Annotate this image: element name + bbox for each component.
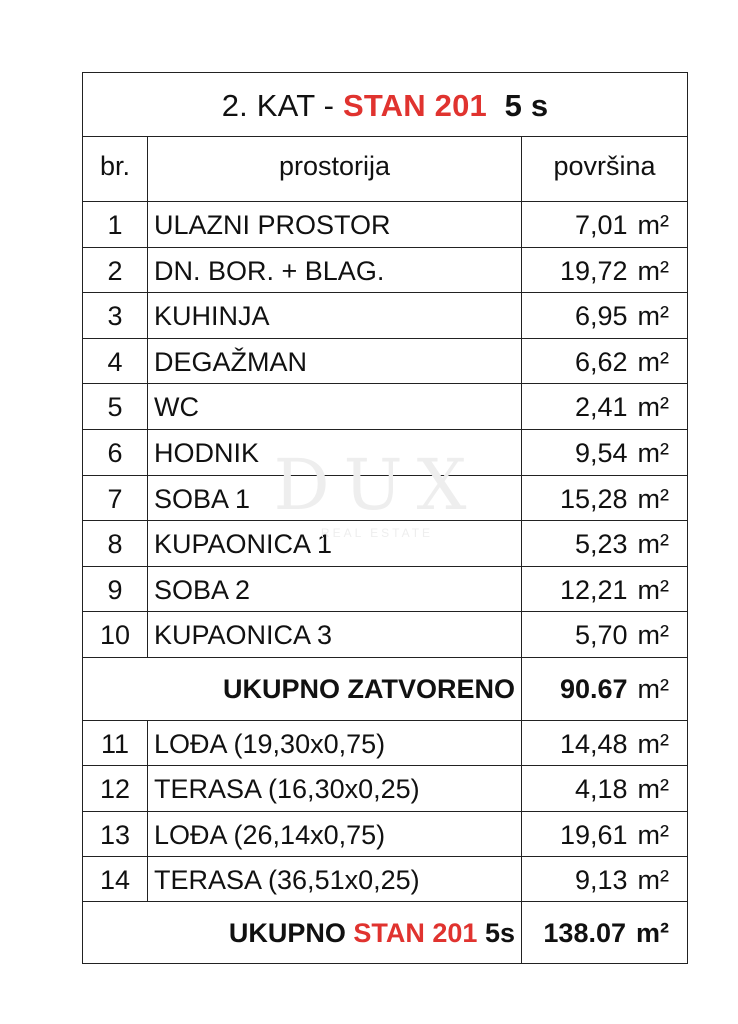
row-area-cell <box>521 567 687 612</box>
area-table <box>82 72 688 964</box>
row-room-name: KUHINJA <box>147 293 521 338</box>
row-area-cell <box>521 766 687 810</box>
row-number: 6 <box>107 438 123 468</box>
watermark-main: DUX <box>273 444 481 526</box>
row-room-name: TERASA (16,30x0,25) <box>147 766 521 810</box>
row-area-unit: m² <box>637 210 669 240</box>
table-row <box>83 248 687 294</box>
total-label <box>83 902 521 963</box>
row-area-cell <box>521 248 687 293</box>
row-area-value: 5,70 <box>574 620 628 651</box>
subtotal-blank <box>83 658 147 720</box>
row-room-name: SOBA 1 <box>147 476 521 521</box>
row-area-value: 19,61 <box>559 819 628 850</box>
row-room-name: DN. BOR. + BLAG. <box>147 248 521 293</box>
row-area-unit: m² <box>637 819 669 850</box>
total-row <box>83 902 687 963</box>
row-number: 10 <box>99 620 131 651</box>
row-number: 4 <box>107 346 123 377</box>
watermark-sub: REAL ESTATE <box>320 526 434 540</box>
row-area-unit: m² <box>637 392 669 423</box>
row-area-value: 2,41 <box>574 392 628 423</box>
row-area-cell <box>521 721 687 765</box>
subtotal-value: 90.67 <box>559 674 628 704</box>
table-row <box>83 430 687 476</box>
row-number: 5 <box>107 392 123 423</box>
row-area-value: 12,21 <box>559 574 628 605</box>
table-title <box>83 73 687 137</box>
row-number: 2 <box>107 255 123 286</box>
row-area-value: 9,13 <box>574 864 628 895</box>
subtotal-cell <box>521 658 687 720</box>
header-room: prostorija <box>147 136 521 201</box>
row-area-value: 7,01 <box>574 210 628 240</box>
row-area-value: 6,62 <box>574 346 628 377</box>
subtotal-row <box>83 658 687 721</box>
row-area-unit: m² <box>637 255 669 286</box>
table-row <box>83 476 687 522</box>
row-number: 11 <box>100 729 130 759</box>
total-cell <box>521 902 687 963</box>
row-area-value: 5,23 <box>574 529 628 560</box>
row-number: 1 <box>107 210 123 240</box>
row-area-value: 15,28 <box>559 483 628 514</box>
row-area-unit: m² <box>637 301 669 332</box>
row-area-value: 14,48 <box>559 729 628 759</box>
row-area-cell <box>521 384 687 429</box>
header-number: br. <box>99 151 131 181</box>
table-row <box>83 766 687 811</box>
row-area-cell <box>521 339 687 384</box>
total-suffix: 5s <box>477 918 515 948</box>
row-number: 3 <box>107 301 123 332</box>
row-area-value: 19,72 <box>559 255 628 286</box>
table-row <box>83 567 687 613</box>
row-number: 7 <box>107 483 123 514</box>
row-area-cell <box>521 612 687 657</box>
table-row <box>83 384 687 430</box>
row-number: 13 <box>99 819 131 850</box>
row-area-unit: m² <box>637 483 669 514</box>
row-room-name: LOĐA (26,14x0,75) <box>147 812 521 856</box>
total-prefix: UKUPNO <box>228 918 354 948</box>
row-area-unit: m² <box>637 864 669 895</box>
table-row <box>83 612 687 658</box>
row-area-unit: m² <box>637 620 669 651</box>
table-row <box>83 339 687 385</box>
row-room-name: KUPAONICA 1 <box>147 521 521 566</box>
row-area-unit: m² <box>637 729 669 759</box>
row-number: 14 <box>99 864 131 895</box>
total-unit-m2: m² <box>636 918 669 948</box>
row-number: 9 <box>107 574 123 605</box>
table-row <box>83 202 687 248</box>
subtotal-label: UKUPNO ZATVORENO <box>222 674 515 704</box>
row-room-name: TERASA (36,51x0,25) <box>147 857 521 901</box>
row-area-value: 4,18 <box>574 774 628 805</box>
header-area: površina <box>521 136 687 201</box>
row-area-cell <box>521 476 687 521</box>
total-value: 138.07 <box>543 918 626 948</box>
row-area-unit: m² <box>637 574 669 605</box>
row-room-name: WC <box>147 384 521 429</box>
row-room-name: ULAZNI PROSTOR <box>147 202 521 247</box>
row-area-unit: m² <box>637 774 669 805</box>
row-area-cell <box>521 293 687 338</box>
title-floor: 2. KAT - <box>221 88 343 123</box>
table-row <box>83 293 687 339</box>
table-row <box>83 812 687 857</box>
row-number: 12 <box>99 774 131 805</box>
row-number: 8 <box>107 529 123 560</box>
row-room-name: SOBA 2 <box>147 567 521 612</box>
row-area-unit: m² <box>637 438 669 468</box>
row-area-cell <box>521 812 687 856</box>
row-area-value: 6,95 <box>574 301 628 332</box>
table-row <box>83 721 687 766</box>
row-area-unit: m² <box>637 529 669 560</box>
subtotal-unit: m² <box>637 674 669 704</box>
row-room-name: KUPAONICA 3 <box>147 612 521 657</box>
row-room-name: DEGAŽMAN <box>147 339 521 384</box>
table-row <box>83 521 687 567</box>
row-area-cell <box>521 521 687 566</box>
row-area-value: 9,54 <box>574 438 628 468</box>
row-area-cell <box>521 202 687 247</box>
title-unit: STAN 201 <box>342 88 487 123</box>
table-row <box>83 857 687 902</box>
header-row <box>83 136 687 202</box>
row-room-name: HODNIK <box>147 430 521 475</box>
row-area-cell <box>521 430 687 475</box>
title-rooms: 5 s <box>504 88 549 123</box>
row-area-cell <box>521 857 687 901</box>
total-unit: STAN 201 <box>353 918 478 948</box>
row-area-unit: m² <box>637 346 669 377</box>
row-room-name: LOĐA (19,30x0,75) <box>147 721 521 765</box>
